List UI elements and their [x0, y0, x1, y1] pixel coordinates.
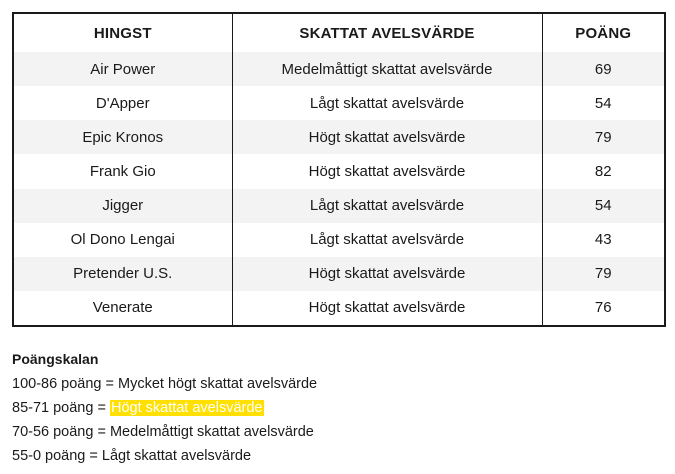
- header-poang: POÄNG: [542, 14, 664, 52]
- legend-line: [12, 396, 662, 420]
- cell-poang: 43: [542, 223, 664, 257]
- legend-label: Mycket högt skattat avelsvärde: [118, 376, 318, 392]
- legend-label-highlighted: Högt skattat avelsvärde: [110, 400, 263, 416]
- cell-hingst: Ol Dono Lengai: [14, 223, 232, 257]
- table-row: [14, 86, 664, 120]
- legend-range: 100-86 poäng =: [12, 376, 119, 392]
- legend-line: [12, 372, 662, 396]
- cell-hingst: Frank Gio: [14, 154, 232, 188]
- score-scale-legend: [12, 348, 662, 468]
- table-row: [14, 257, 664, 291]
- cell-poang: 79: [542, 120, 664, 154]
- legend-line: [12, 420, 662, 444]
- cell-avelsvarde: Medelmåttigt skattat avelsvärde: [232, 52, 542, 86]
- cell-avelsvarde: Högt skattat avelsvärde: [232, 120, 542, 154]
- cell-poang: 54: [542, 86, 664, 120]
- cell-avelsvarde: Högt skattat avelsvärde: [232, 291, 542, 325]
- legend-label: Lågt skattat avelsvärde: [101, 448, 252, 464]
- cell-avelsvarde: Högt skattat avelsvärde: [232, 154, 542, 188]
- header-skattat-avelsvarde: SKATTAT AVELSVÄRDE: [232, 14, 542, 52]
- cell-avelsvarde: Lågt skattat avelsvärde: [232, 223, 542, 257]
- legend-title: Poängskalan: [12, 351, 99, 367]
- cell-poang: 54: [542, 189, 664, 223]
- legend-line: [12, 444, 662, 468]
- cell-avelsvarde: Lågt skattat avelsvärde: [232, 86, 542, 120]
- cell-poang: 79: [542, 257, 664, 291]
- cell-avelsvarde: Högt skattat avelsvärde: [232, 257, 542, 291]
- header-hingst: HINGST: [93, 24, 152, 42]
- cell-avelsvarde: Lågt skattat avelsvärde: [232, 189, 542, 223]
- cell-hingst: Pretender U.S.: [14, 257, 232, 291]
- cell-hingst: D'Apper: [14, 86, 232, 120]
- cell-hingst: Air Power: [14, 52, 232, 86]
- cell-hingst: Venerate: [14, 291, 232, 325]
- table-row: [14, 189, 664, 223]
- table-row: [14, 52, 664, 86]
- cell-poang: 82: [542, 154, 664, 188]
- stallion-table: [12, 12, 666, 327]
- cell-poang: 76: [542, 291, 664, 325]
- table-header-row: [14, 14, 664, 52]
- cell-hingst: Epic Kronos: [14, 120, 232, 154]
- legend-range: 55-0 poäng =: [12, 448, 102, 464]
- table-row: [14, 291, 664, 325]
- legend-label: Medelmåttigt skattat avelsvärde: [109, 424, 314, 440]
- table-row: [14, 120, 664, 154]
- table-row: [14, 223, 664, 257]
- legend-range: 70-56 poäng =: [12, 424, 110, 440]
- cell-poang: 69: [542, 52, 664, 86]
- cell-hingst: Jigger: [14, 189, 232, 223]
- legend-range: 85-71 poäng =: [12, 400, 110, 416]
- table-row: [14, 154, 664, 188]
